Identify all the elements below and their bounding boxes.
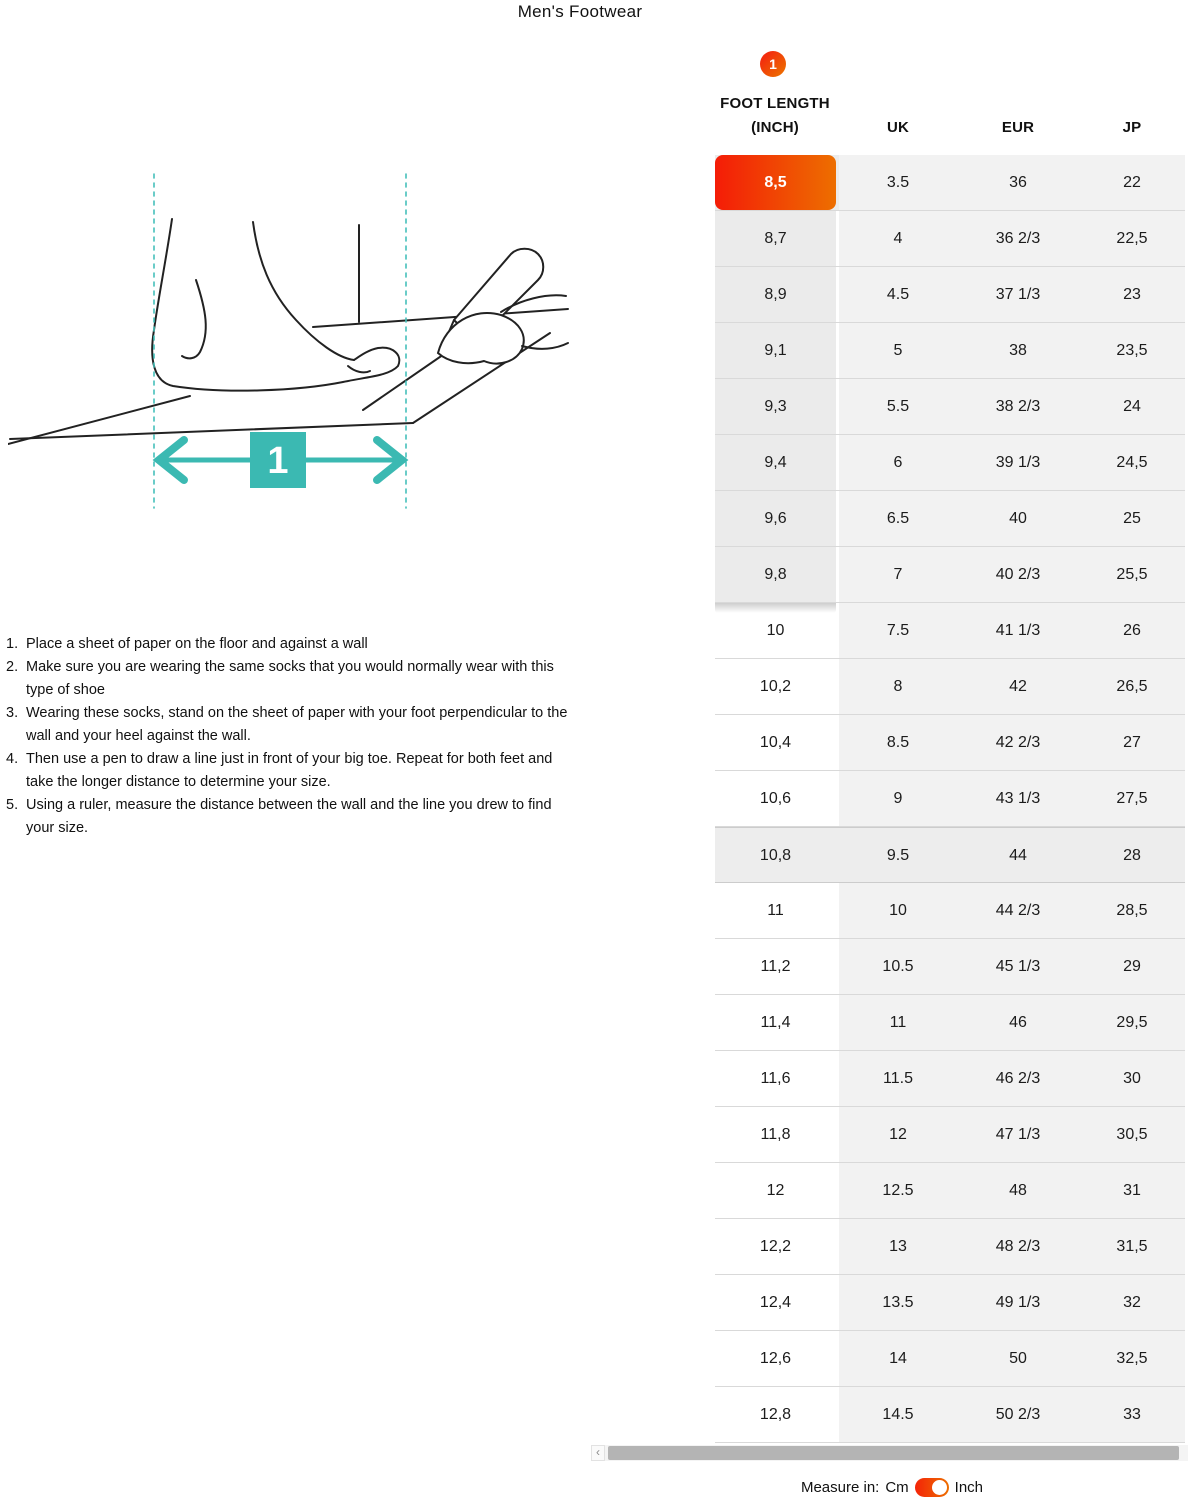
table-row [715,1107,1185,1163]
svg-text:1: 1 [267,440,289,482]
table-row [715,1387,1185,1443]
cell-eur: 46 [957,995,1079,1050]
cell-uk: 9.5 [886,847,910,864]
cell-eur: 45 1/3 [957,939,1079,994]
cell-jp: 28 [1123,847,1141,864]
instructions-list [6,633,580,840]
table-row [715,659,1185,715]
cell-inch: 9,8 [715,547,836,602]
cell-inch: 10,8 [759,847,792,864]
table-row [715,267,1185,323]
cell-inch: 10 [766,622,785,639]
cell-inch: 9,3 [715,379,836,434]
cell-uk: 7 [839,547,957,602]
unit-toggle-switch[interactable] [915,1478,949,1497]
cell-uk: 13 [839,1219,957,1274]
cell-uk: 14.5 [839,1387,957,1442]
cell-eur: 46 2/3 [957,1051,1079,1106]
foot-outline [152,219,399,391]
instruction-number: 5. [6,797,19,813]
cell-eur: 41 1/3 [957,603,1079,658]
measure-unit-row [590,1475,1194,1499]
table-row [715,995,1185,1051]
instruction-item: 5. Using a ruler, measure the distance between the wall and the line you drew to find your size. [6,794,580,840]
column-header-uk: UK [886,119,910,136]
instruction-number: 4. [6,751,19,767]
toggle-knob [932,1480,947,1495]
cell-inch: 10,2 [759,678,792,695]
cell-inch: 12,4 [759,1294,792,1311]
cell-jp: 25 [1079,491,1185,546]
cell-inch: 12,8 [759,1406,792,1423]
cell-jp: 24 [1079,379,1185,434]
cell-jp: 29,5 [1079,995,1185,1050]
cell-inch: 8,5 [715,155,836,210]
scrollbar-thumb[interactable] [608,1446,1179,1460]
table-row [715,1163,1185,1219]
cell-eur: 38 2/3 [957,379,1079,434]
cell-inch: 11,6 [760,1070,791,1087]
cell-eur: 37 1/3 [957,267,1079,322]
cell-jp: 23,5 [1079,323,1185,378]
cell-inch: 11,2 [760,958,791,975]
cell-inch: 9,4 [715,435,836,490]
table-row [715,379,1185,435]
table-row [715,939,1185,995]
cell-jp: 29 [1079,939,1185,994]
cell-inch: 12 [766,1182,785,1199]
cell-jp: 30 [1079,1051,1185,1106]
cell-eur: 49 1/3 [957,1275,1079,1330]
cell-eur: 36 2/3 [957,211,1079,266]
cell-jp: 32,5 [1079,1331,1185,1386]
cell-eur: 50 [957,1331,1079,1386]
cell-uk: 6 [839,435,957,490]
cell-uk: 13.5 [839,1275,957,1330]
cell-jp: 30,5 [1079,1107,1185,1162]
cell-jp: 27 [1079,715,1185,770]
cell-jp: 26,5 [1079,659,1185,714]
cell-uk: 9 [839,771,957,826]
table-row [715,435,1185,491]
column-header-foot-length: FOOT LENGTH [720,95,830,112]
instruction-number: 3. [6,705,19,721]
table-row [715,211,1185,267]
cell-eur: 47 1/3 [957,1107,1079,1162]
cell-jp: 31 [1079,1163,1185,1218]
table-row [715,603,1185,659]
table-row [715,1219,1185,1275]
column-header-jp: JP [1122,119,1142,136]
cell-eur: 44 [1009,847,1027,864]
horizontal-scrollbar[interactable] [591,1445,1188,1461]
cell-eur: 42 2/3 [957,715,1079,770]
table-row [715,715,1185,771]
instruction-number: 2. [6,659,19,675]
cell-eur: 38 [957,323,1079,378]
table-row [715,1331,1185,1387]
measure-label [250,432,306,488]
cell-jp: 22 [1079,155,1185,210]
cell-jp: 23 [1079,267,1185,322]
column-header-eur: EUR [1001,119,1035,136]
instruction-item: 3. Wearing these socks, stand on the sheet of paper with your foot perpendicular to the wall and your heel against the wall. [6,702,580,748]
cell-uk: 12.5 [839,1163,957,1218]
column-header-foot-length-unit: (INCH) [751,119,799,136]
table-row [715,547,1185,603]
size-rows [715,155,1185,1443]
cell-uk: 11 [839,995,957,1050]
cell-inch: 9,1 [715,323,836,378]
measurement-step-badge: 1 [760,51,786,77]
cell-eur: 40 2/3 [957,547,1079,602]
cell-uk: 8.5 [839,715,957,770]
table-row [715,155,1185,211]
cell-inch: 8,9 [715,267,836,322]
instruction-item: 1. Place a sheet of paper on the floor and against a wall [6,633,580,656]
cell-inch: 9,6 [715,491,836,546]
cell-eur: 43 1/3 [957,771,1079,826]
cell-uk: 4 [839,211,957,266]
cell-jp: 22,5 [1079,211,1185,266]
cell-uk: 4.5 [839,267,957,322]
table-row [715,883,1185,939]
table-row [715,323,1185,379]
cell-inch: 10,6 [759,790,792,807]
cell-inch: 10,4 [759,734,792,751]
cell-uk: 5 [839,323,957,378]
scroll-left-arrow-icon[interactable]: ‹ [591,1445,605,1461]
cell-uk: 10.5 [839,939,957,994]
cell-uk: 12 [839,1107,957,1162]
cell-eur: 36 [957,155,1079,210]
cell-uk: 7.5 [839,603,957,658]
instruction-number: 1. [6,636,19,652]
cell-eur: 44 2/3 [957,883,1079,938]
cell-uk: 8 [839,659,957,714]
cell-jp: 24,5 [1079,435,1185,490]
cell-jp: 27,5 [1079,771,1185,826]
cell-inch: 11,4 [760,1014,791,1031]
page-title: Men's Footwear [517,2,643,21]
table-row [715,771,1185,827]
instruction-item: 4. Then use a pen to draw a line just in front of your big toe. Repeat for both feet and take the longer distance to determine your size. [6,748,580,794]
cell-eur: 39 1/3 [957,435,1079,490]
cell-uk: 5.5 [839,379,957,434]
table-row [715,1051,1185,1107]
cell-eur: 48 [957,1163,1079,1218]
cell-eur: 50 2/3 [957,1387,1079,1442]
cell-jp: 26 [1079,603,1185,658]
unit-cm-label: Cm [885,1478,909,1496]
cell-uk: 6.5 [839,491,957,546]
cell-jp: 32 [1079,1275,1185,1330]
cell-inch: 12,2 [759,1238,792,1255]
cell-inch: 12,6 [759,1350,792,1367]
cell-inch: 11 [767,902,784,919]
instruction-item: 2. Make sure you are wearing the same socks that you would normally wear with this type of shoe [6,656,580,702]
cell-inch: 11,8 [760,1126,791,1143]
cell-jp: 28,5 [1079,883,1185,938]
cell-uk: 10 [839,883,957,938]
measure-in-label: Measure in: [800,1478,880,1496]
cell-jp: 31,5 [1079,1219,1185,1274]
cell-uk: 14 [839,1331,957,1386]
cell-eur: 48 2/3 [957,1219,1079,1274]
cell-jp: 33 [1079,1387,1185,1442]
table-row [715,827,1185,883]
cell-uk: 3.5 [839,155,957,210]
cell-jp: 25,5 [1079,547,1185,602]
cell-uk: 11.5 [839,1051,957,1106]
table-row [715,1275,1185,1331]
cell-inch: 8,7 [715,211,836,266]
foot-measurement-illustration [8,160,573,518]
unit-inch-label: Inch [954,1478,984,1496]
cell-eur: 42 [957,659,1079,714]
table-row [715,491,1185,547]
cell-eur: 40 [957,491,1079,546]
